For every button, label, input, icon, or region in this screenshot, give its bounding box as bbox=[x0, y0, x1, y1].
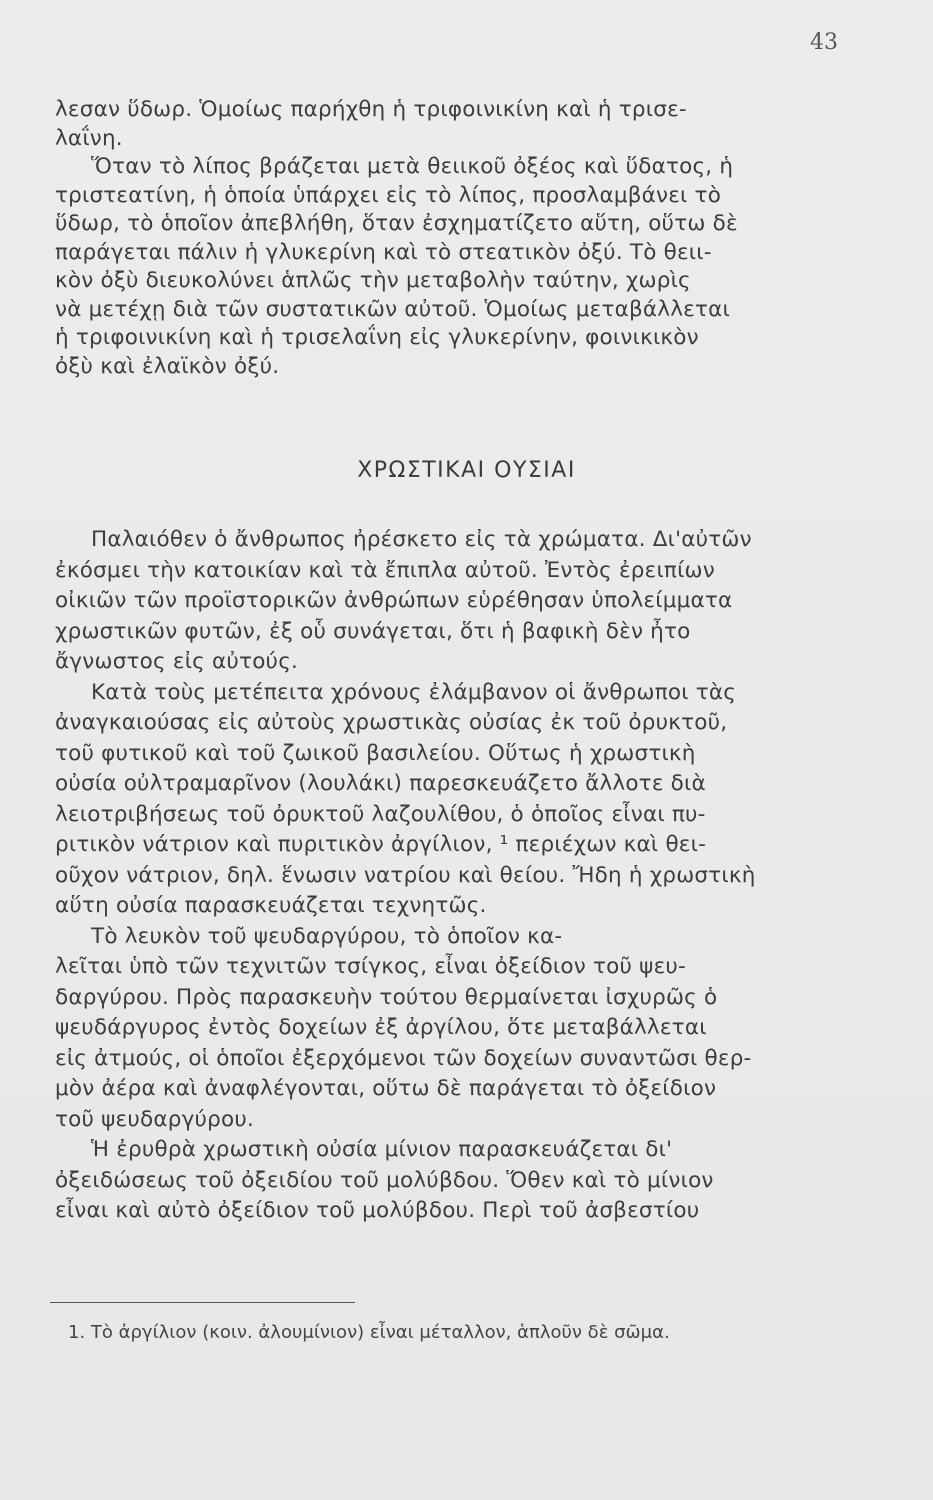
text-line: δαργύρου. Πρὸς παρασκευὴν τούτου θερμαίνεται ἰσχυρῶς ὁ bbox=[55, 984, 718, 1010]
text-line: εἰς ἀτμούς, οἱ ὁποῖοι ἐξερχόμενοι τῶν δοχείων συναντῶσι θερ- bbox=[55, 1045, 752, 1071]
text-line: οῦχον νάτριον, δηλ. ἕνωσιν νατρίου καὶ θείου. Ἤδη ἡ χρωστικὴ bbox=[55, 862, 756, 888]
text-line: αὕτη οὐσία παρασκευάζεται τεχνητῶς. bbox=[55, 893, 487, 918]
text-line: Ἡ ἐρυθρὰ χρωστικὴ οὐσία μίνιον παρασκευάζεται δι' bbox=[91, 1137, 673, 1162]
text-line: ἄγνωστος εἰς αὐτούς. bbox=[55, 649, 299, 674]
section-heading: ΧΡΩΣΤΙΚΑΙ ΟΥΣΙΑΙ bbox=[357, 458, 576, 483]
text-line: ἀναγκαιούσας εἰς αὐτοὺς χρωστικὰς οὐσίας ἐκ τοῦ ὀρυκτοῦ, bbox=[55, 710, 728, 735]
text-line: λειοτριβήσεως τοῦ ὀρυκτοῦ λαζουλίθου, ὁ ὁποῖος εἶναι πυ- bbox=[55, 801, 706, 827]
page-number: 43 bbox=[810, 30, 838, 55]
text-line: Κατὰ τοὺς μετέπειτα χρόνους ἐλάμβανον οἱ ἄνθρωποι τὰς bbox=[91, 679, 737, 705]
text-line: ψευδάργυρος ἐντὸς δοχείων ἐξ ἀργίλου, ὅτε μεταβάλλεται bbox=[55, 1015, 707, 1040]
text-line: παράγεται πάλιν ἡ γλυκερίνη καὶ τὸ στεατικὸν ὀξύ. Τὸ θειι- bbox=[55, 239, 712, 265]
text-line: κὸν ὀξὺ διευκολύνει ἁπλῶς τὴν μεταβολὴν ταύτην, χωρὶς bbox=[55, 268, 691, 293]
text-line: οὐσία οὐλτραμαρῖνον (λουλάκι) παρεσκευάζετο ἄλλοτε διὰ bbox=[55, 771, 706, 796]
text-line: οἰκιῶν τῶν προϊστορικῶν ἀνθρώπων εὑρέθησαν ὑπολείμματα bbox=[55, 588, 733, 613]
text-line: λαΐνη. bbox=[55, 125, 123, 151]
footnote-divider bbox=[50, 1302, 355, 1303]
text-line: τριστεατίνη, ἡ ὁποία ὑπάρχει εἰς τὸ λίπος, προσλαμβάνει τὸ bbox=[55, 182, 722, 208]
text-line: τοῦ ψευδαργύρου. bbox=[55, 1106, 255, 1132]
text-line: ἡ τριφοινικίνη καὶ ἡ τρισελαΐνη εἰς γλυκερίνην, φοινικικὸν bbox=[55, 325, 699, 350]
text-line: ριτικὸν νάτριον καὶ πυριτικὸν ἀργίλιον, ¹ περιέχων καὶ θει- bbox=[55, 832, 707, 857]
text-line: ὀξὺ καὶ ἐλαϊκὸν ὀξύ. bbox=[55, 353, 280, 379]
text-line: χρωστικῶν φυτῶν, ἐξ οὗ συνάγεται, ὅτι ἡ βαφικὴ δὲν ἦτο bbox=[55, 618, 691, 644]
text-line: νὰ μετέχῃ διὰ τῶν συστατικῶν αὐτοῦ. Ὁμοίως μεταβάλλεται bbox=[55, 296, 730, 322]
text-line: Παλαιόθεν ὁ ἄνθρωπος ἠρέσκετο εἰς τὰ χρώματα. Δι'αὐτῶν bbox=[91, 527, 752, 552]
text-line: ἐκόσμει τὴν κατοικίαν καὶ τὰ ἔπιπλα αὐτοῦ. Ἐντὸς ἐρειπίων bbox=[55, 557, 715, 583]
text-line: Τὸ λευκὸν τοῦ ψευδαργύρου, τὸ ὁποῖον κα- bbox=[91, 923, 563, 949]
footnote: 1. Τὸ ἀργίλιον (κοιν. ἀλουμίνιον) εἶναι μέταλλον, ἁπλοῦν δὲ σῶμα. bbox=[68, 1322, 670, 1343]
text-line: Ὅταν τὸ λίπος βράζεται μετὰ θειικοῦ ὀξέος καὶ ὕδατος, ἡ bbox=[91, 154, 734, 179]
text-line: λεῖται ὑπὸ τῶν τεχνιτῶν τσίγκος, εἶναι ὀξείδιον τοῦ ψευ- bbox=[55, 954, 686, 979]
text-line: μὸν ἀέρα καὶ ἀναφλέγονται, οὕτω δὲ παράγεται τὸ ὀξείδιον bbox=[55, 1076, 717, 1101]
text-line: εἶναι καὶ αὐτὸ ὀξείδιον τοῦ μολύβδου. Περὶ τοῦ ἀσβεστίου bbox=[55, 1198, 700, 1223]
text-line: ὕδωρ, τὸ ὁποῖον ἀπεβλήθη, ὅταν ἐσχηματίζετο αὕτη, οὕτω δὲ bbox=[55, 211, 738, 236]
text-line: τοῦ φυτικοῦ καὶ τοῦ ζωικοῦ βασιλείου. Οὕτως ἡ χρωστικὴ bbox=[55, 740, 696, 766]
text-line: λεσαν ὕδωρ. Ὁμοίως παρήχθη ἡ τριφοινικίνη καὶ ἡ τρισε- bbox=[55, 97, 687, 122]
text-line: ὀξειδώσεως τοῦ ὀξειδίου τοῦ μολύβδου. Ὅθεν καὶ τὸ μίνιον bbox=[55, 1167, 714, 1193]
section-body bbox=[55, 525, 895, 1227]
opening-paragraphs bbox=[55, 96, 895, 381]
